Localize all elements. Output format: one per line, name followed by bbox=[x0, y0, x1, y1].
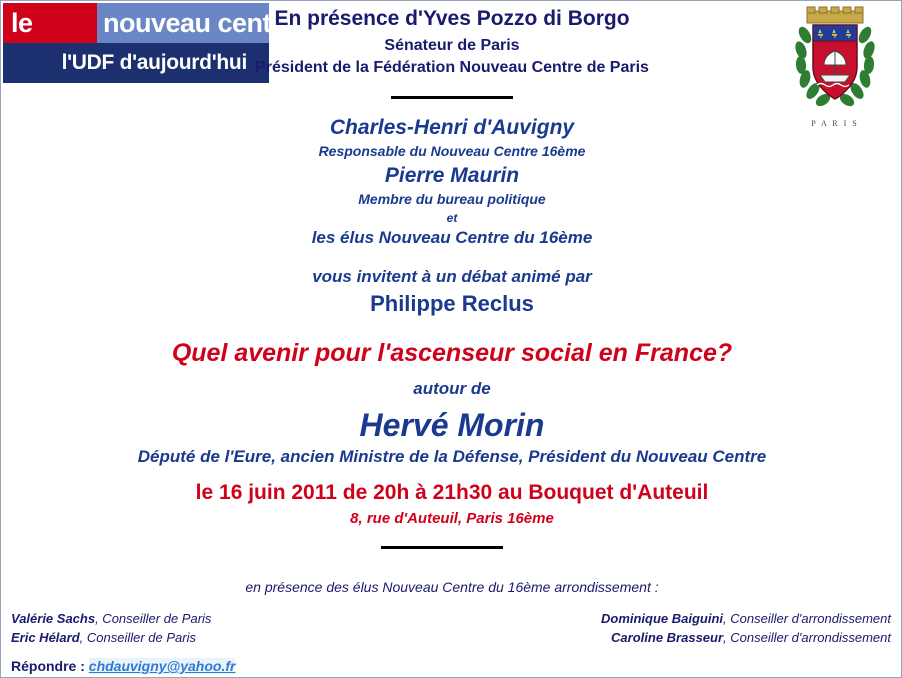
logo-word-nouveau-centre: nouveau centre bbox=[103, 8, 296, 38]
list-item bbox=[11, 628, 431, 647]
invitation-line: vous invitent à un débat animé par bbox=[312, 267, 592, 286]
list-item bbox=[471, 609, 891, 628]
logo-tagline: l'UDF d'aujourd'hui bbox=[61, 51, 247, 74]
attendees-intro: en présence des élus Nouveau Centre du 16ème arrondissement : bbox=[245, 579, 659, 595]
attendee-role: , Conseiller d'arrondissement bbox=[723, 630, 891, 645]
organizer-role-2: Membre du bureau politique bbox=[358, 191, 546, 207]
logo-word-le: le bbox=[11, 8, 33, 38]
organizer-name-1: Charles-Henri d'Auvigny bbox=[329, 116, 575, 139]
guest-title: Député de l'Eure, ancien Ministre de la Défense, Président du Nouveau Centre bbox=[137, 447, 767, 466]
list-item bbox=[11, 609, 431, 628]
organizer-name-3: les élus Nouveau Centre du 16ème bbox=[311, 228, 593, 247]
host-intro: En présence d'Yves Pozzo di Borgo bbox=[274, 7, 630, 30]
attendee-role: , Conseiller d'arrondissement bbox=[723, 611, 891, 626]
attendee-name: Valérie Sachs bbox=[11, 611, 96, 626]
host-role-president: Président de la Fédération Nouveau Centre de Paris bbox=[255, 59, 649, 76]
organizer-conjunction: et bbox=[446, 211, 458, 225]
attendee-name: Dominique Baiguini bbox=[600, 611, 724, 626]
reply-email-link[interactable]: chdauvigny@yahoo.fr bbox=[88, 658, 236, 674]
list-item bbox=[471, 628, 891, 647]
reply-label: Répondre : bbox=[11, 658, 85, 674]
attendee-role: , Conseiller de Paris bbox=[79, 630, 196, 645]
attendee-name: Eric Hélard bbox=[11, 630, 80, 645]
guest-name: Hervé Morin bbox=[359, 407, 545, 443]
attendee-role: , Conseiller de Paris bbox=[95, 611, 212, 626]
moderator-name: Philippe Reclus bbox=[370, 291, 534, 316]
attendees-left-column bbox=[11, 609, 431, 647]
event-datetime: le 16 juin 2011 de 20h à 21h30 au Bouquet d'Auteuil bbox=[195, 481, 709, 504]
debate-topic: Quel avenir pour l'ascenseur social en France? bbox=[171, 339, 733, 367]
divider-top bbox=[391, 96, 513, 99]
organizer-role-1: Responsable du Nouveau Centre 16ème bbox=[318, 143, 586, 159]
host-role-senator: Sénateur de Paris bbox=[384, 37, 520, 54]
reply-line bbox=[11, 658, 235, 674]
event-address: 8, rue d'Auteuil, Paris 16ème bbox=[350, 510, 554, 527]
around-label: autour de bbox=[413, 379, 491, 398]
attendee-name: Caroline Brasseur bbox=[611, 630, 724, 645]
organizer-name-2: Pierre Maurin bbox=[384, 164, 520, 187]
divider-bottom bbox=[381, 546, 503, 549]
arms-caption: P A R I S bbox=[811, 119, 859, 128]
attendees-right-column bbox=[471, 609, 891, 647]
